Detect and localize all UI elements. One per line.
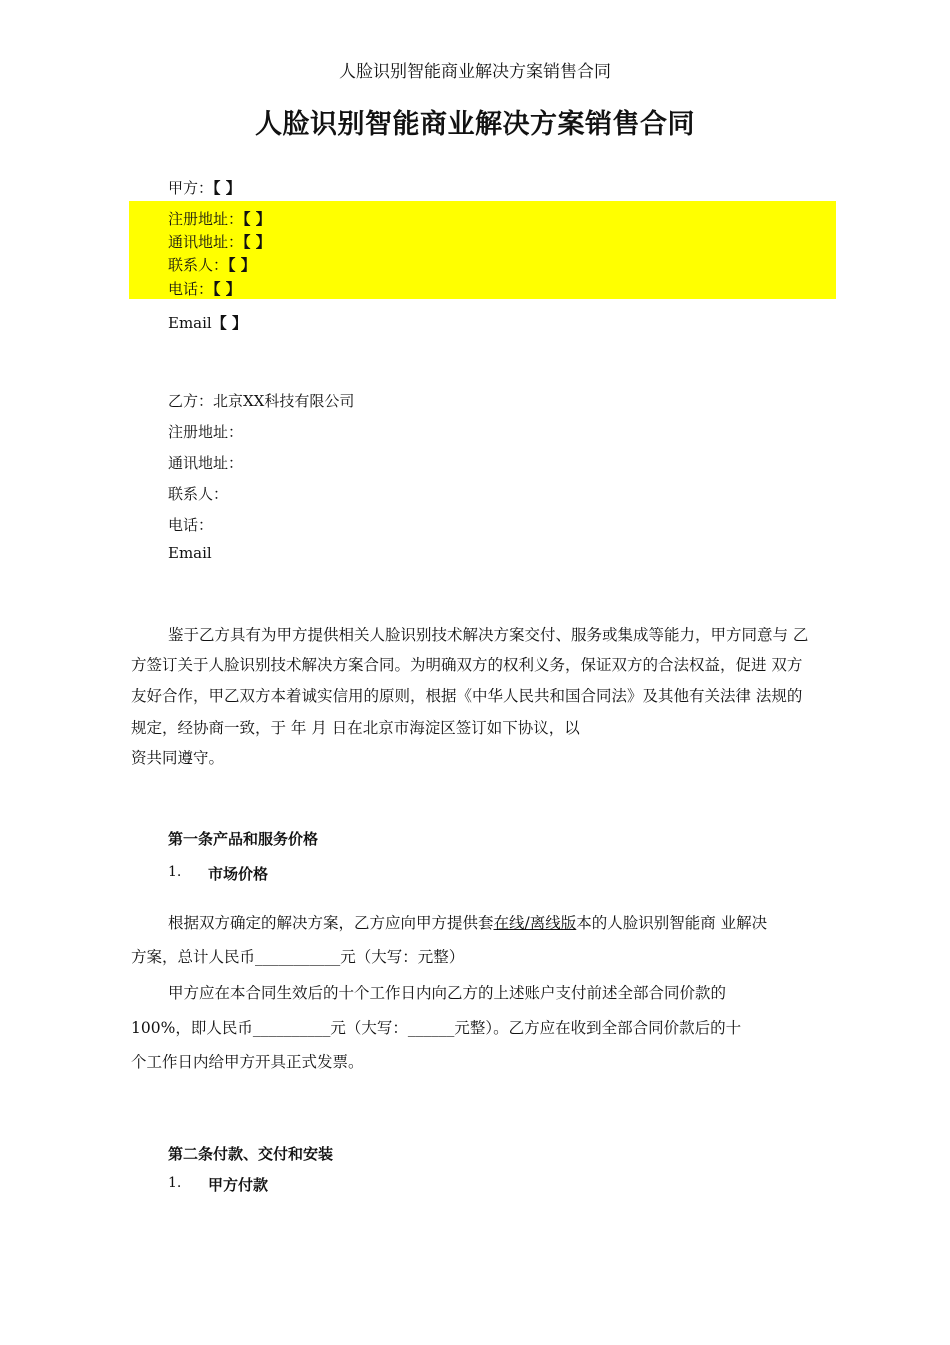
preamble-line-1: 鉴于乙方具有为甲方提供相关人脸识别技术解决方案交付、服务或集成等能力，甲方同意与 乙 [168,626,809,644]
article-1-para-2-line-3: 个工作日内给甲方开具正式发票。 [131,1053,364,1071]
party-a-comm-address [168,231,271,252]
preamble-line-5: 资共同遵守。 [131,749,225,767]
article-1-para-2-line-1: 甲方应在本合同生效后的十个工作日内向乙方的上述账户支付前述全部合同价款的 [168,984,727,1002]
article-2-title: 第二条付款、交付和安装 [168,1145,334,1163]
running-header: 人脸识别智能商业解决方案销售合同 [339,62,611,82]
document-title: 人脸识别智能商业解决方案销售合同 [255,109,695,140]
party-a-comm-address-bracket: 【 】 [243,233,271,251]
party-a-reg-address-label: 注册地址： [168,210,244,228]
article-1-item-number: 1. [168,864,182,880]
party-a-line [168,177,241,198]
party-a-contact [168,254,256,275]
article-2-item-title: 甲方付款 [208,1176,269,1194]
party-a-phone-label: 电话： [168,280,214,298]
party-b-name: 乙方：北京XX科技有限公司 [168,392,355,410]
party-b-email: Email [168,544,212,562]
party-a-email-label: Email [168,314,212,332]
party-a-comm-address-label: 通讯地址： [168,233,244,251]
party-a-phone-bracket: 【 】 [213,280,241,298]
party-a-email [168,312,247,333]
party-b-phone: 电话： [168,516,214,534]
preamble-line-3: 友好合作，甲乙双方本着诚实信用的原则，根据《中华人民共和国合同法》及其他有关法律 法规的 [131,687,803,705]
party-a-bracket: 【 】 [213,179,241,197]
party-a-phone [168,278,241,299]
article-1-version-underlined: 在线/离线版 [493,914,577,932]
party-b-comm-address: 通讯地址： [168,454,244,472]
preamble-line-2: 方签订关于人脸识别技术解决方案合同。为明确双方的权利义务，保证双方的合法权益，促进 双方 [131,656,803,674]
party-a-contact-bracket: 【 】 [228,256,256,274]
preamble-line-4: 规定，经协商一致，于 年 月 日在北京市海淀区签订如下协议，以 [131,719,580,737]
article-1-para-1-line-1 [168,911,767,933]
party-b-reg-address: 注册地址： [168,423,244,441]
article-1-para-2-line-2: 100%，即人民币__________元（大写：______元整）。乙方应在收到全部合同价款后的十 [131,1019,742,1037]
party-a-contact-label: 联系人： [168,256,229,274]
article-2-item-number: 1. [168,1175,182,1191]
article-1-para-1-text-a: 根据双方确定的解决方案，乙方应向甲方提供套 [168,914,494,932]
article-1-title: 第一条产品和服务价格 [168,830,319,848]
party-a-reg-address [168,208,271,229]
article-1-item-title: 市场价格 [208,865,269,883]
party-a-reg-address-bracket: 【 】 [243,210,271,228]
party-b-contact: 联系人： [168,485,229,503]
party-a-email-bracket: 【 】 [211,314,247,332]
article-1-para-1-text-b: 本的人脸识别智能商 业解决 [576,914,768,932]
article-1-para-1-line-2: 方案，总计人民币___________元（大写：元整） [131,948,465,966]
party-a-label: 甲方： [168,179,214,197]
